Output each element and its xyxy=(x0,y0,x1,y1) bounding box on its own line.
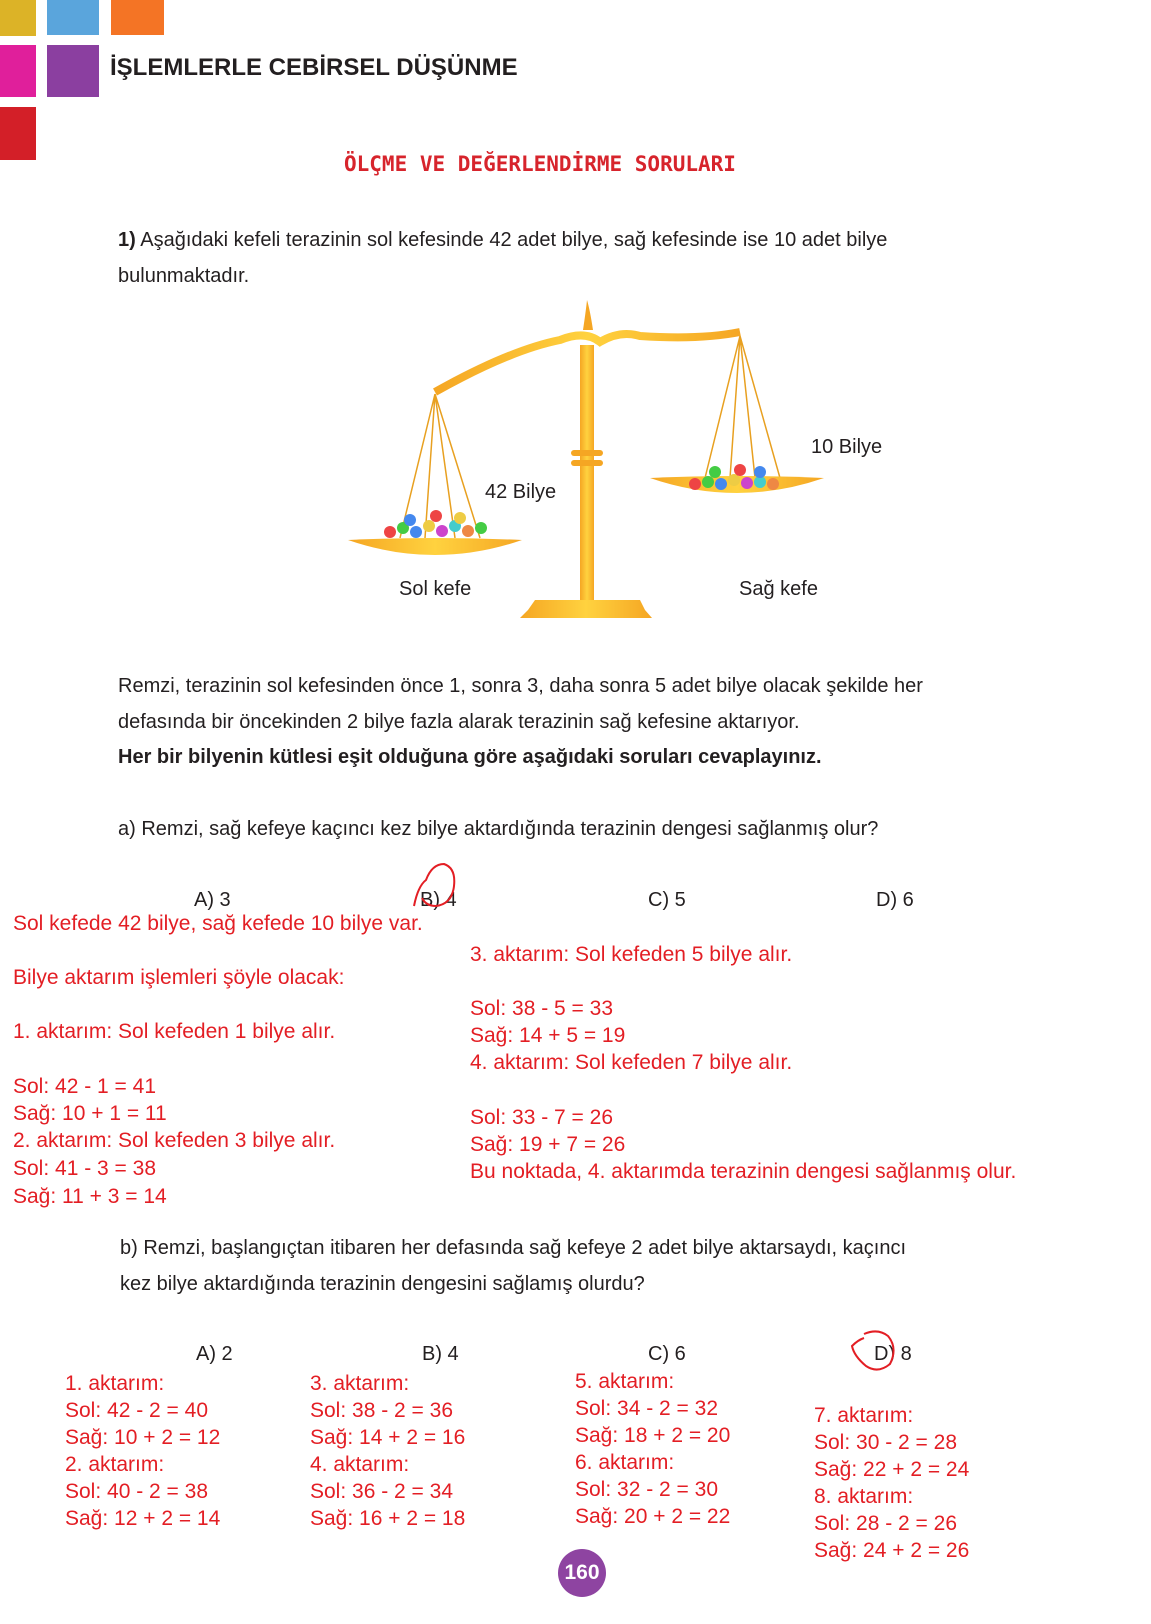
solution-line: Bilye aktarım işlemleri şöyle olacak: xyxy=(13,966,345,989)
solution-line: Sağ: 18 + 2 = 20 xyxy=(575,1424,731,1447)
solution-line: Sağ: 12 + 2 = 14 xyxy=(65,1507,221,1530)
solution-line: Sağ: 10 + 2 = 12 xyxy=(65,1426,221,1449)
solution-line: Sol: 42 - 1 = 41 xyxy=(13,1075,157,1098)
paragraph-line-1: Remzi, terazinin sol kefesinden önce 1, sonra 3, daha sonra 5 adet bilye olacak şekilde her xyxy=(118,675,923,697)
solution-line: Sol: 38 - 5 = 33 xyxy=(470,997,614,1020)
right-count-label: 10 Bilye xyxy=(811,436,883,458)
solution-line: 2. aktarım: xyxy=(65,1453,165,1476)
option-d-selected[interactable]: D) 8 xyxy=(874,1343,912,1365)
option-a[interactable]: A) 3 xyxy=(194,889,231,911)
solution-line: Sağ: 11 + 3 = 14 xyxy=(13,1185,167,1208)
option-a[interactable]: A) 2 xyxy=(196,1343,233,1365)
option-c[interactable]: C) 5 xyxy=(648,889,686,911)
solution-line: 4. aktarım: Sol kefeden 7 bilye alır. xyxy=(470,1051,793,1074)
right-pan-label: Sağ kefe xyxy=(739,578,818,600)
solution-line: Sağ: 20 + 2 = 22 xyxy=(575,1505,731,1528)
answer-circle-mark xyxy=(848,1328,908,1374)
solution-line: Sol: 33 - 7 = 26 xyxy=(470,1106,614,1129)
paragraph-line-2: defasında bir öncekinden 2 bilye fazla alarak terazinin sağ kefesine aktarıyor. xyxy=(118,711,800,733)
solution-line: 3. aktarım: xyxy=(310,1372,410,1395)
solution-line: Sağ: 10 + 1 = 11 xyxy=(13,1102,167,1125)
solution-line: Sol: 28 - 2 = 26 xyxy=(814,1512,958,1535)
solution-line: Sol: 30 - 2 = 28 xyxy=(814,1431,958,1454)
question-b-line-2: kez bilye aktardığında terazinin dengesini sağlamış olurdu? xyxy=(120,1273,645,1295)
solution-line: 4. aktarım: xyxy=(310,1453,410,1476)
chapter-title: İŞLEMLERLE CEBİRSEL DÜŞÜNME xyxy=(110,54,518,81)
decor-square-red xyxy=(0,107,36,160)
solution-line: Sağ: 14 + 5 = 19 xyxy=(470,1024,626,1047)
decor-square-yellow xyxy=(0,0,36,36)
decor-square-orange xyxy=(111,0,164,35)
left-pan-label: Sol kefe xyxy=(399,578,472,600)
question-number: 1) xyxy=(118,229,136,251)
left-count-label: 42 Bilye xyxy=(485,481,557,503)
solution-line: 1. aktarım: xyxy=(65,1372,165,1395)
solution-line: Sol: 38 - 2 = 36 xyxy=(310,1399,454,1422)
solution-line: Sağ: 19 + 7 = 26 xyxy=(470,1133,626,1156)
option-c[interactable]: C) 6 xyxy=(648,1343,686,1365)
option-b[interactable]: B) 4 xyxy=(422,1343,459,1365)
question-b-line-1: b) Remzi, başlangıçtan itibaren her defasında sağ kefeye 2 adet bilye aktarsaydı, kaçıncı xyxy=(120,1237,906,1259)
question-a: a) Remzi, sağ kefeye kaçıncı kez bilye aktardığında terazinin dengesi sağlanmış olur? xyxy=(118,818,879,840)
solution-line: Bu noktada, 4. aktarımda terazinin dengesi sağlanmış olur. xyxy=(470,1160,1017,1183)
solution-line: Sağ: 24 + 2 = 26 xyxy=(814,1539,970,1562)
solution-line: Sağ: 22 + 2 = 24 xyxy=(814,1458,970,1481)
decor-square-purple xyxy=(47,45,99,97)
instruction: Her bir bilyenin kütlesi eşit olduğuna göre aşağıdaki soruları cevaplayınız. xyxy=(118,746,822,768)
solution-line: 1. aktarım: Sol kefeden 1 bilye alır. xyxy=(13,1020,336,1043)
solution-line: 6. aktarım: xyxy=(575,1451,675,1474)
solution-line: Sol: 40 - 2 = 38 xyxy=(65,1480,209,1503)
solution-line: Sol: 36 - 2 = 34 xyxy=(310,1480,454,1503)
solution-line: 2. aktarım: Sol kefeden 3 bilye alır. xyxy=(13,1129,336,1152)
solution-line: Sağ: 16 + 2 = 18 xyxy=(310,1507,466,1530)
solution-line: Sol kefede 42 bilye, sağ kefede 10 bilye var. xyxy=(13,912,423,935)
answer-circle-mark xyxy=(408,860,463,910)
decor-square-pink xyxy=(0,45,36,97)
solution-line: 8. aktarım: xyxy=(814,1485,914,1508)
solution-line: Sol: 41 - 3 = 38 xyxy=(13,1157,157,1180)
solution-line: 3. aktarım: Sol kefeden 5 bilye alır. xyxy=(470,943,793,966)
section-title: ÖLÇME VE DEĞERLENDİRME SORULARI xyxy=(344,152,736,176)
question-intro xyxy=(118,228,887,252)
solution-line: Sol: 32 - 2 = 30 xyxy=(575,1478,719,1501)
solution-line: 5. aktarım: xyxy=(575,1370,675,1393)
solution-line: Sağ: 14 + 2 = 16 xyxy=(310,1426,466,1449)
decor-square-blue xyxy=(47,0,99,35)
option-b-selected[interactable]: B) 4 xyxy=(420,889,457,911)
option-d[interactable]: D) 6 xyxy=(876,889,914,911)
solution-line: 7. aktarım: xyxy=(814,1404,914,1427)
intro-line-2: bulunmaktadır. xyxy=(118,265,250,287)
page-number: 160 xyxy=(558,1549,606,1597)
solution-line: Sol: 42 - 2 = 40 xyxy=(65,1399,209,1422)
solution-line: Sol: 34 - 2 = 32 xyxy=(575,1397,719,1420)
intro-text: Aşağıdaki kefeli terazinin sol kefesinde 42 adet bilye, sağ kefesinde ise 10 adet bilye xyxy=(135,229,888,251)
